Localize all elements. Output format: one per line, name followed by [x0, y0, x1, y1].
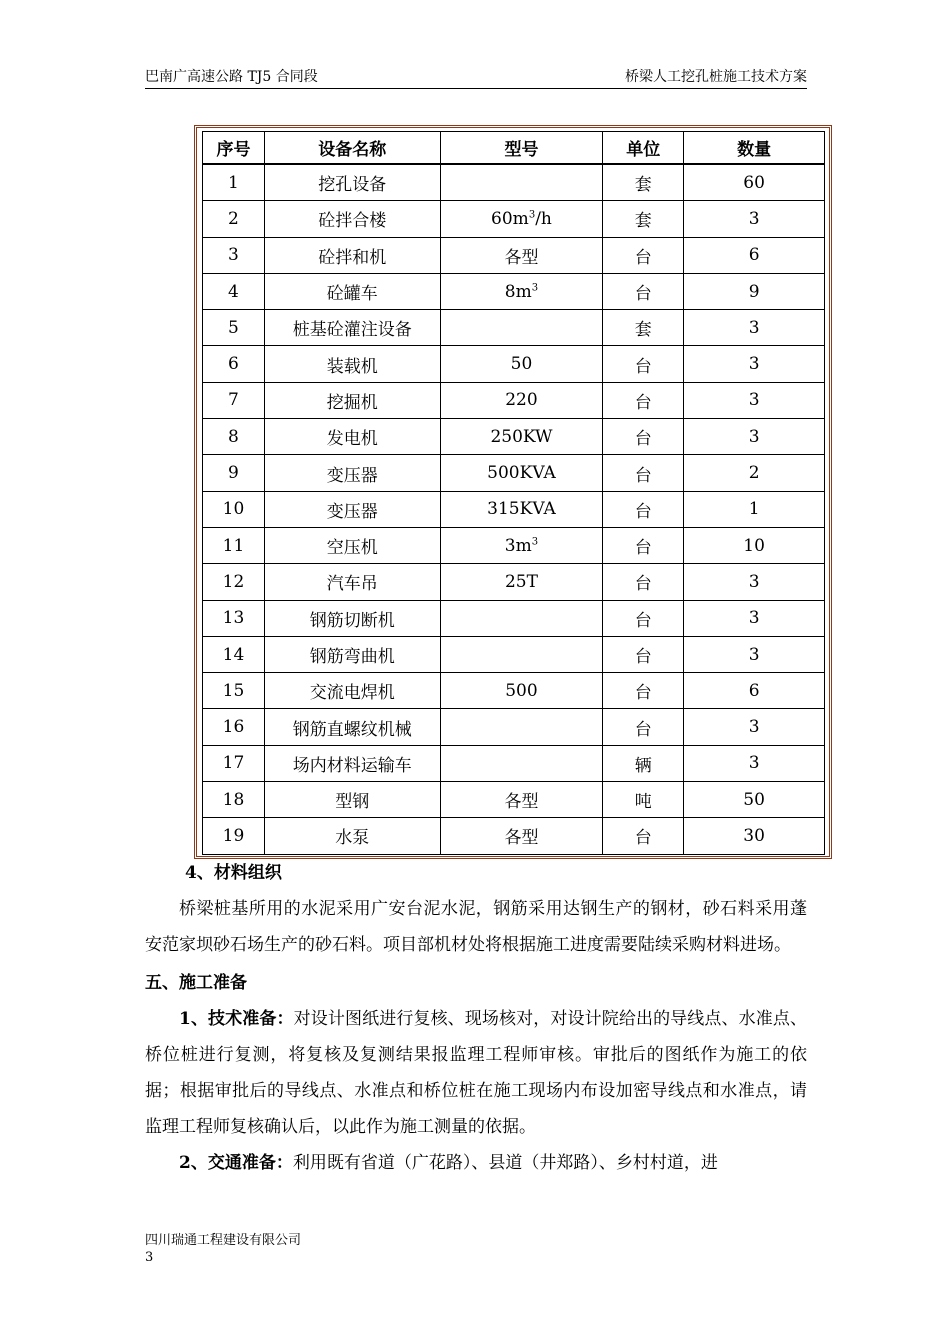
cell-qty: 50	[684, 782, 825, 818]
cell-no: 1	[203, 164, 265, 201]
traffic-prep-paragraph	[145, 1145, 807, 1181]
table-row	[203, 310, 825, 346]
cell-no: 12	[203, 564, 265, 600]
model-value: 各型	[504, 247, 539, 268]
model-superscript: 3	[531, 535, 539, 547]
cell-name: 交流电焊机	[264, 673, 440, 709]
cell-no: 13	[203, 600, 265, 636]
cell-no: 6	[203, 346, 265, 382]
table-row	[203, 564, 825, 600]
table-row	[203, 745, 825, 781]
cell-model	[440, 201, 603, 237]
header-project: 巴南广高速公路 TJ5 合同段	[145, 69, 318, 85]
cell-no: 19	[203, 818, 265, 854]
cell-unit: 套	[603, 164, 684, 201]
cell-qty: 3	[684, 346, 825, 382]
cell-qty: 3	[684, 636, 825, 672]
model-value: 3m	[504, 535, 532, 556]
cell-no: 11	[203, 527, 265, 563]
cell-no: 4	[203, 273, 265, 309]
page-number: 3	[145, 1250, 154, 1265]
cell-model	[440, 745, 603, 781]
section5-heading: 五、施工准备	[145, 973, 247, 993]
table-row	[203, 455, 825, 491]
cell-name: 钢筋弯曲机	[264, 636, 440, 672]
model-superscript: 3	[528, 209, 536, 221]
model-value: 各型	[504, 792, 539, 813]
cell-name: 变压器	[264, 491, 440, 527]
cell-no: 18	[203, 782, 265, 818]
tech-prep-text: 对设计图纸进行复核、现场核对，对设计院给出的导线点、水准点、桥位桩进行复测，将复核及复测结果报监理工程师审核。审批后的图纸作为施工的依据；根据审批后的导线点、水准点和桥位桩在施工现场内布设加密导线点和水准点，请监理工程师复核确认后，以此作为施工测量的依据。	[145, 1009, 807, 1137]
cell-unit: 台	[603, 273, 684, 309]
cell-name: 挖孔设备	[264, 164, 440, 201]
page-footer	[145, 1232, 301, 1266]
cell-model	[440, 564, 603, 600]
col-header-unit: 单位	[603, 132, 684, 165]
model-value: 220	[505, 390, 538, 411]
cell-no: 9	[203, 455, 265, 491]
cell-no: 8	[203, 419, 265, 455]
cell-no: 5	[203, 310, 265, 346]
cell-name: 砼拌合楼	[264, 201, 440, 237]
page-header	[145, 66, 807, 89]
cell-no: 14	[203, 636, 265, 672]
cell-qty: 3	[684, 201, 825, 237]
table-row	[203, 527, 825, 563]
cell-unit: 台	[603, 818, 684, 854]
cell-model	[440, 164, 603, 201]
section4-paragraph: 桥梁桩基所用的水泥采用广安台泥水泥，钢筋采用达钢生产的钢材，砂石料采用蓬安范家坝砂石场生产的砂石料。项目部机材处将根据施工进度需要陆续采购材料进场。	[145, 899, 807, 955]
table-row	[203, 164, 825, 201]
cell-qty: 3	[684, 745, 825, 781]
model-value: 500KVA	[487, 463, 556, 484]
main-content	[145, 855, 807, 1181]
footer-company: 四川瑞通工程建设有限公司	[145, 1233, 302, 1248]
cell-qty: 60	[684, 164, 825, 201]
cell-name: 装载机	[264, 346, 440, 382]
table-row	[203, 491, 825, 527]
cell-name: 钢筋切断机	[264, 600, 440, 636]
table-row	[203, 237, 825, 273]
cell-model	[440, 782, 603, 818]
cell-model	[440, 419, 603, 455]
cell-unit: 套	[603, 201, 684, 237]
cell-unit: 台	[603, 564, 684, 600]
cell-qty: 3	[684, 709, 825, 745]
cell-no: 3	[203, 237, 265, 273]
tech-prep-paragraph	[145, 1001, 807, 1145]
model-superscript: 3	[531, 281, 539, 293]
traffic-prep-text: 利用既有省道（广花路）、县道（井郑路）、乡村村道，进	[292, 1153, 718, 1173]
cell-name: 水泵	[264, 818, 440, 854]
col-header-name: 设备名称	[264, 132, 440, 165]
table-row	[203, 636, 825, 672]
model-suffix: /h	[535, 208, 552, 229]
cell-model	[440, 455, 603, 491]
cell-model	[440, 600, 603, 636]
section4-heading: 4、材料组织	[185, 863, 282, 883]
cell-model	[440, 310, 603, 346]
header-document-title: 桥梁人工挖孔桩施工技术方案	[625, 69, 807, 85]
traffic-prep-label: 2、交通准备：	[179, 1153, 293, 1173]
model-value: 8m	[504, 281, 532, 302]
cell-unit: 台	[603, 673, 684, 709]
model-value: 60m	[491, 208, 529, 229]
model-value: 250KW	[490, 426, 553, 447]
table-row	[203, 709, 825, 745]
cell-unit: 台	[603, 709, 684, 745]
col-header-model: 型号	[440, 132, 603, 165]
model-value: 25T	[504, 571, 538, 592]
cell-qty: 3	[684, 419, 825, 455]
table-row	[203, 600, 825, 636]
table-row	[203, 273, 825, 309]
cell-unit: 辆	[603, 745, 684, 781]
cell-name: 发电机	[264, 419, 440, 455]
cell-name: 砼罐车	[264, 273, 440, 309]
table-row	[203, 818, 825, 854]
equipment-table	[202, 131, 825, 855]
cell-model	[440, 818, 603, 854]
tech-prep-label: 1、技术准备：	[179, 1009, 294, 1029]
cell-unit: 台	[603, 419, 684, 455]
cell-name: 挖掘机	[264, 382, 440, 418]
cell-unit: 台	[603, 346, 684, 382]
cell-qty: 3	[684, 310, 825, 346]
cell-name: 桩基砼灌注设备	[264, 310, 440, 346]
model-value: 各型	[504, 828, 539, 849]
cell-unit: 吨	[603, 782, 684, 818]
cell-unit: 台	[603, 455, 684, 491]
cell-qty: 2	[684, 455, 825, 491]
cell-qty: 3	[684, 564, 825, 600]
model-value: 50	[510, 354, 533, 375]
cell-qty: 30	[684, 818, 825, 854]
cell-name: 变压器	[264, 455, 440, 491]
cell-qty: 10	[684, 527, 825, 563]
cell-unit: 台	[603, 237, 684, 273]
col-header-qty: 数量	[684, 132, 825, 165]
table-row	[203, 382, 825, 418]
cell-model	[440, 382, 603, 418]
cell-model	[440, 527, 603, 563]
model-value: 315KVA	[487, 499, 556, 520]
cell-unit: 台	[603, 491, 684, 527]
cell-unit: 台	[603, 636, 684, 672]
cell-model	[440, 237, 603, 273]
cell-qty: 3	[684, 600, 825, 636]
cell-model	[440, 491, 603, 527]
cell-qty: 9	[684, 273, 825, 309]
cell-model	[440, 709, 603, 745]
cell-qty: 1	[684, 491, 825, 527]
cell-no: 16	[203, 709, 265, 745]
col-header-no: 序号	[203, 132, 265, 165]
cell-name: 钢筋直螺纹机械	[264, 709, 440, 745]
cell-model	[440, 636, 603, 672]
cell-unit: 台	[603, 382, 684, 418]
cell-name: 型钢	[264, 782, 440, 818]
cell-qty: 6	[684, 673, 825, 709]
cell-no: 2	[203, 201, 265, 237]
cell-name: 场内材料运输车	[264, 745, 440, 781]
table-header-row	[203, 132, 825, 165]
cell-name: 砼拌和机	[264, 237, 440, 273]
cell-unit: 套	[603, 310, 684, 346]
cell-no: 10	[203, 491, 265, 527]
cell-qty: 6	[684, 237, 825, 273]
cell-name: 空压机	[264, 527, 440, 563]
table-row	[203, 419, 825, 455]
cell-name: 汽车吊	[264, 564, 440, 600]
cell-no: 15	[203, 673, 265, 709]
table-row	[203, 346, 825, 382]
table-row	[203, 782, 825, 818]
cell-model	[440, 273, 603, 309]
cell-unit: 台	[603, 600, 684, 636]
table-row	[203, 201, 825, 237]
cell-model	[440, 346, 603, 382]
cell-no: 7	[203, 382, 265, 418]
table-row	[203, 673, 825, 709]
cell-no: 17	[203, 745, 265, 781]
cell-qty: 3	[684, 382, 825, 418]
cell-model	[440, 673, 603, 709]
cell-unit: 台	[603, 527, 684, 563]
model-value: 500	[505, 680, 538, 701]
